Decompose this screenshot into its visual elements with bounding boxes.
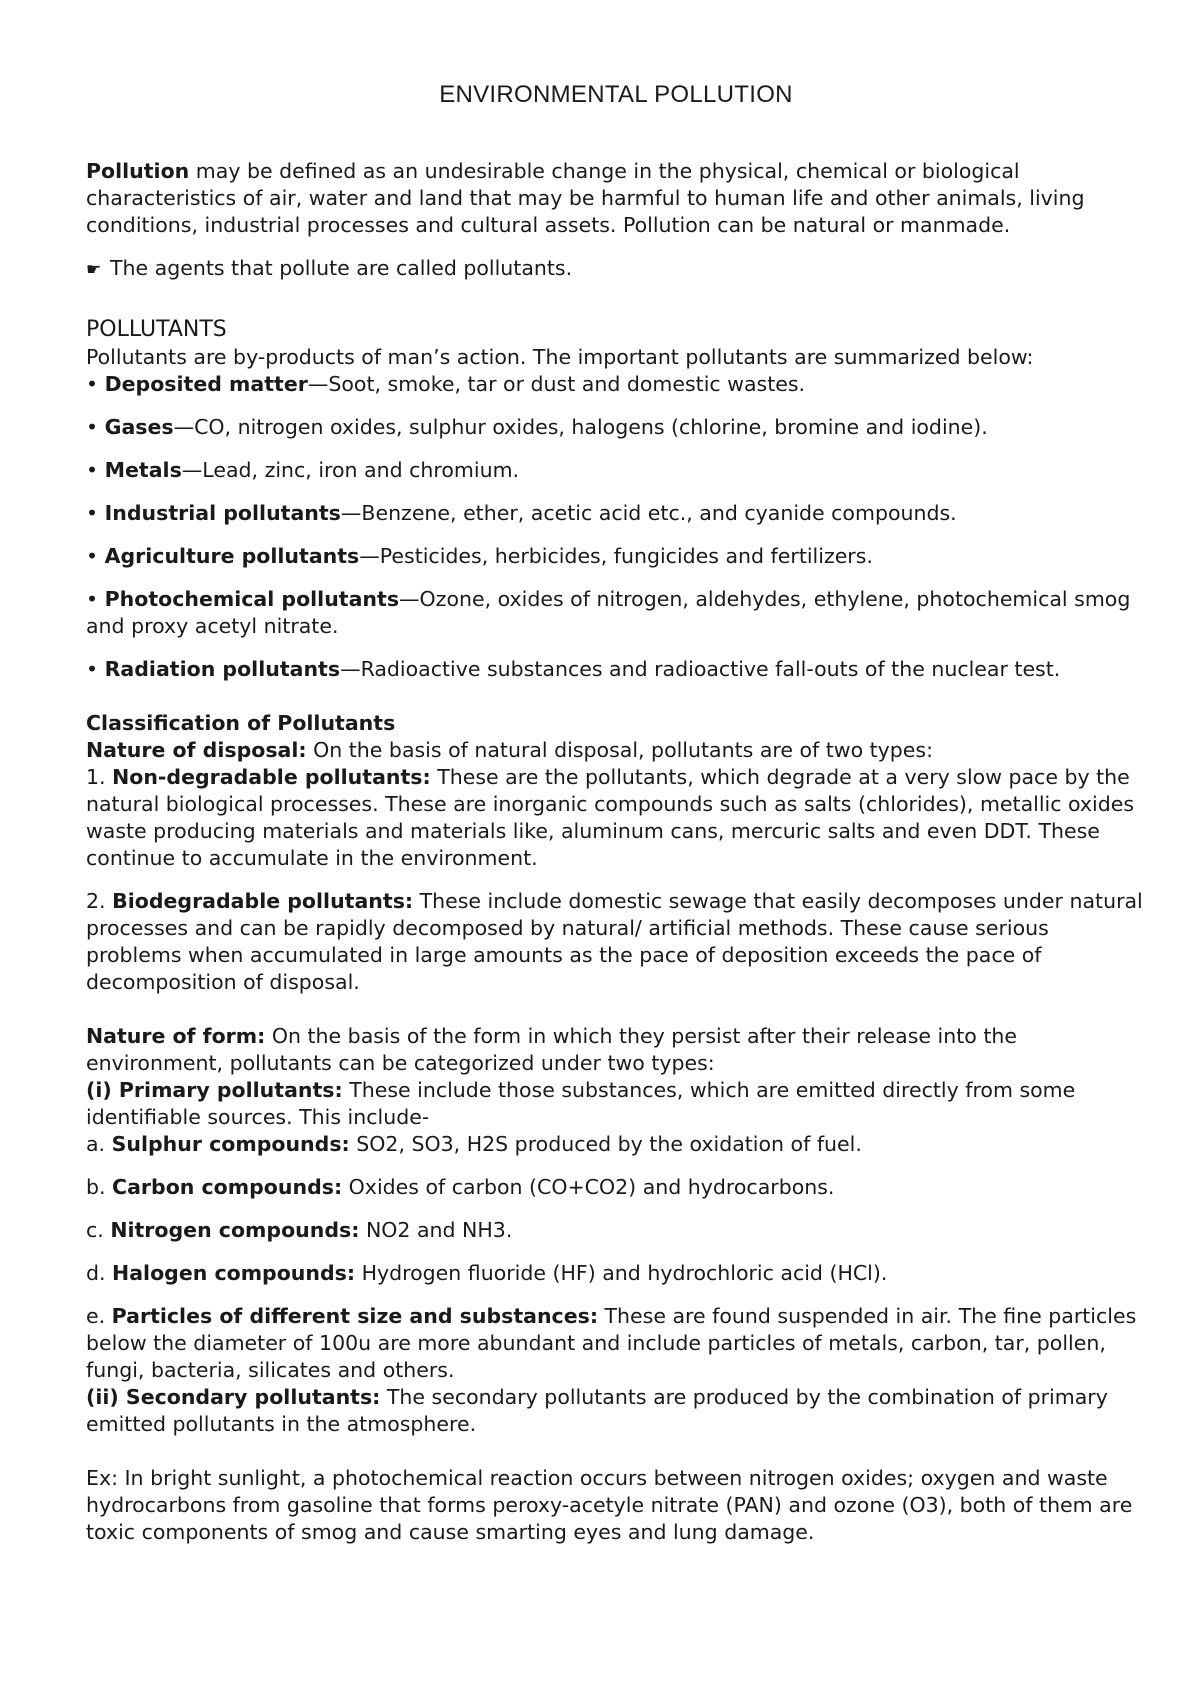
non-degradable-label: Non-degradable pollutants: (112, 765, 431, 789)
intro-paragraph (86, 158, 1146, 239)
item-label: Deposited matter (104, 372, 308, 396)
list-item (86, 543, 1146, 570)
item-label: Gases (104, 415, 174, 439)
bullet: • (86, 501, 99, 525)
form-label: Nature of form: (86, 1024, 266, 1048)
item-text: —Ozone, oxides of nitrogen, aldehydes, ethylene, photochemical smog and proxy acetyl nitrate. (86, 587, 1131, 638)
item-text: —Lead, zinc, iron and chromium. (181, 458, 520, 482)
compound-item (86, 1131, 1146, 1158)
item-letter: d. (86, 1261, 113, 1285)
item-text: —Pesticides, herbicides, fungicides and fertilizers. (359, 544, 873, 568)
classification-heading (86, 710, 1146, 737)
item-label: Radiation pollutants (104, 657, 341, 681)
item-text: —CO, nitrogen oxides, sulphur oxides, halogens (chlorine, bromine and iodine). (173, 415, 988, 439)
document-page (86, 70, 1146, 1546)
primary-paragraph (86, 1077, 1146, 1131)
compound-text: These are found suspended in air. The fine particles below the diameter of 100u are more abundant and include particles of metals, carbon, tar, pollen, fungi, bacteria, silicates and others. (86, 1304, 1137, 1382)
item-letter: e. (86, 1304, 112, 1328)
item-label: Metals (104, 458, 182, 482)
item-text: —Radioactive substances and radioactive fall-outs of the nuclear test. (340, 657, 1061, 681)
intro-term: Pollution (86, 159, 190, 183)
primary-label: (i) Primary pollutants: (86, 1078, 343, 1102)
biodegradable-paragraph (86, 888, 1146, 996)
pollutants-heading: POLLUTANTS (86, 317, 227, 342)
note-line (86, 255, 1146, 284)
item-label: Industrial pollutants (104, 501, 341, 525)
item-letter: c. (86, 1218, 111, 1242)
biodegradable-text: These include domestic sewage that easily decomposes under natural processes and can be rapidly decomposed by natural/ artificial methods. These cause serious problems when accumulated in large amounts as the pace of deposition exceeds the pace of decomposition of disposal. (86, 889, 1143, 994)
item-number: 1. (86, 765, 113, 789)
non-degradable-paragraph (86, 764, 1146, 872)
compound-label: Nitrogen compounds: (110, 1218, 360, 1242)
bullet: • (86, 372, 99, 396)
item-text: —Benzene, ether, acetic acid etc., and cyanide compounds. (340, 501, 957, 525)
disposal-paragraph (86, 737, 1146, 764)
item-letter: a. (86, 1132, 112, 1156)
list-item (86, 656, 1146, 683)
bullet: • (86, 458, 99, 482)
pollutants-intro: Pollutants are by-products of man’s action. The important pollutants are summarized below: (86, 345, 1034, 369)
compound-label: Particles of different size and substances: (111, 1304, 599, 1328)
list-item (86, 457, 1146, 484)
secondary-paragraph (86, 1384, 1146, 1438)
form-paragraph (86, 1023, 1146, 1077)
compound-text: Oxides of carbon (CO+CO2) and hydrocarbons. (342, 1175, 835, 1199)
list-item (86, 586, 1146, 640)
compound-text: SO2, SO3, H2S produced by the oxidation of fuel. (349, 1132, 862, 1156)
item-text: —Soot, smoke, tar or dust and domestic wastes. (307, 372, 806, 396)
classification-heading-text: Classification of Pollutants (86, 711, 396, 735)
compound-text: NO2 and NH3. (359, 1218, 513, 1242)
non-degradable-text: These are the pollutants, which degrade at a very slow pace by the natural biological processes. These are inorganic compounds such as salts (chlorides), metallic oxides waste producing materials and materials like, aluminum cans, mercuric salts and even DDT. These continue to accumulate in the environment. (86, 765, 1135, 870)
item-number: 2. (86, 889, 113, 913)
biodegradable-label: Biodegradable pollutants: (112, 889, 414, 913)
compound-item (86, 1174, 1146, 1201)
compound-item (86, 1260, 1146, 1287)
compound-label: Carbon compounds: (112, 1175, 343, 1199)
list-item (86, 414, 1146, 441)
pollutant-list (86, 371, 1146, 683)
primary-text: These include those substances, which are emitted directly from some identifiable sources. This include- (86, 1078, 1076, 1129)
bullet: • (86, 657, 99, 681)
intro-text: may be defined as an undesirable change in the physical, chemical or biological characteristics of air, water and land that may be harmful to human life and other animals, living conditions, industrial processes and cultural assets. Pollution can be natural or manmade. (86, 159, 1085, 237)
secondary-label: (ii) Secondary pollutants: (86, 1385, 381, 1409)
compound-item (86, 1303, 1146, 1384)
compound-item (86, 1217, 1146, 1244)
disposal-text: On the basis of natural disposal, pollutants are of two types: (306, 738, 934, 762)
item-label: Agriculture pollutants (104, 544, 360, 568)
item-letter: b. (86, 1175, 113, 1199)
form-text: On the basis of the form in which they persist after their release into the environment, pollutants can be categorized under two types: (86, 1024, 1017, 1075)
bullet: • (86, 587, 99, 611)
item-label: Photochemical pollutants (104, 587, 400, 611)
note-text: The agents that pollute are called pollutants. (110, 256, 573, 280)
disposal-label: Nature of disposal: (86, 738, 307, 762)
example-paragraph: Ex: In bright sunlight, a photochemical reaction occurs between nitrogen oxides; oxygen and waste hydrocarbons from gasoline that forms peroxy-acetyle nitrate (PAN) and ozone (O3), both of them are toxic components of smog and cause smarting eyes and lung damage. (86, 1466, 1133, 1544)
secondary-text: The secondary pollutants are produced by the combination of primary emitted pollutants in the atmosphere. (86, 1385, 1108, 1436)
page-title: ENVIRONMENTAL POLLUTION (439, 81, 793, 108)
bullet: • (86, 544, 99, 568)
hand-point-icon: ☛ (86, 260, 102, 280)
compound-label: Halogen compounds: (112, 1261, 356, 1285)
bullet: • (86, 415, 99, 439)
list-item (86, 371, 1146, 398)
list-item (86, 500, 1146, 527)
compound-label: Sulphur compounds: (111, 1132, 350, 1156)
compound-text: Hydrogen fluoride (HF) and hydrochloric acid (HCl). (355, 1261, 888, 1285)
